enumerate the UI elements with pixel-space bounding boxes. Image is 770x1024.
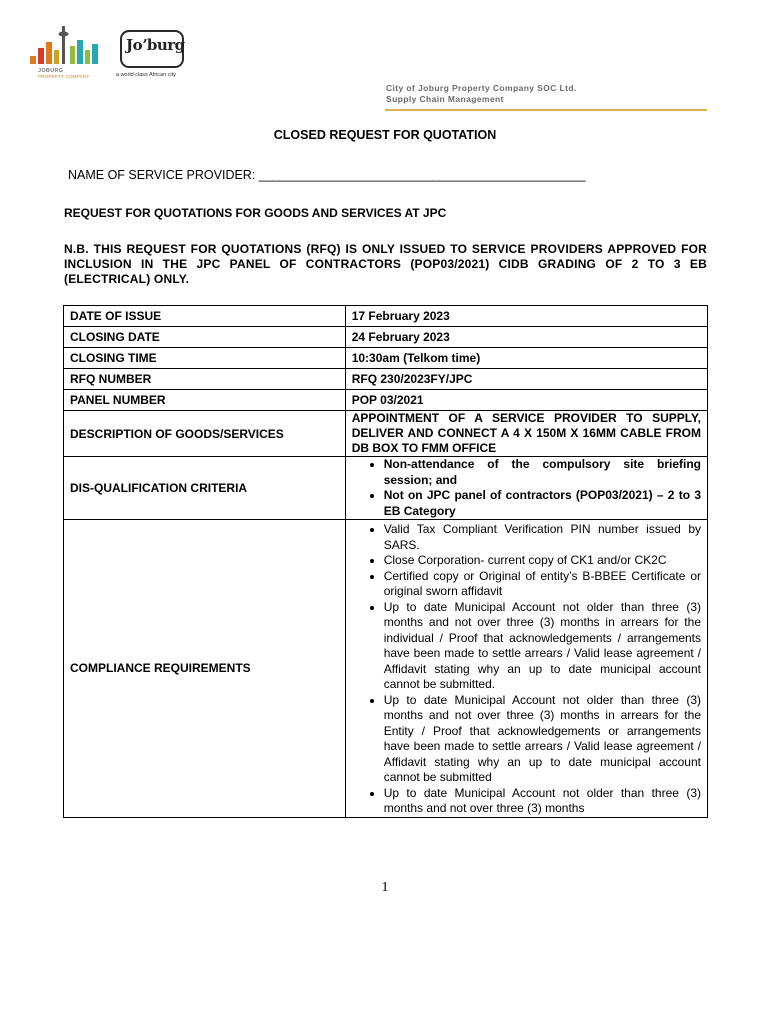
list-item: • Valid Tax Compliant Verification PIN number issued by SARS. — [384, 522, 701, 553]
table-row — [64, 369, 708, 390]
row-value: POP 03/2021 — [345, 390, 707, 411]
row-label: RFQ NUMBER — [64, 369, 346, 390]
list-item: • Up to date Municipal Account not older than three (3) months and not over three (3) months — [384, 786, 701, 817]
compliance-list — [352, 522, 701, 817]
list-item: • Up to date Municipal Account not older than three (3) months and not over three (3) months in arrears for the Entity / Proof that acknowledgements or arrangements have been made to settle arrears / Valid lease agreement / Affidavit stating why an up to date municipal account cannot be submitted — [384, 693, 701, 786]
row-label: DATE OF ISSUE — [64, 306, 346, 327]
service-provider-field: NAME OF SERVICE PROVIDER: _______________________________________________ — [68, 168, 586, 182]
header-divider — [385, 109, 707, 111]
request-heading: REQUEST FOR QUOTATIONS FOR GOODS AND SERVICES AT JPC — [64, 206, 447, 220]
row-value: RFQ 230/2023FY/JPC — [345, 369, 707, 390]
company-name: City of Joburg Property Company SOC Ltd. — [386, 83, 577, 93]
row-label: CLOSING DATE — [64, 327, 346, 348]
list-item: • Not on JPC panel of contractors (POP03/2021) – 2 to 3 EB Category — [384, 488, 701, 519]
jpc-logo-line2: PROPERTY COMPANY — [38, 74, 90, 79]
table-row — [64, 520, 708, 818]
row-value — [345, 520, 707, 818]
joburg-tagline: a world class African city — [116, 72, 176, 78]
row-label: PANEL NUMBER — [64, 390, 346, 411]
list-item: • Close Corporation- current copy of CK1 and/or CK2C — [384, 553, 701, 569]
company-block — [386, 83, 577, 105]
jpc-logo-icon — [28, 24, 100, 68]
row-value: 17 February 2023 — [345, 306, 707, 327]
disqualification-list — [352, 457, 701, 519]
document-title: CLOSED REQUEST FOR QUOTATION — [273, 128, 497, 142]
table-row — [64, 348, 708, 369]
table-row — [64, 327, 708, 348]
table-row — [64, 411, 708, 457]
page-number: 1 — [381, 880, 389, 895]
table-row — [64, 390, 708, 411]
jpc-logo-line1: JOBURG — [38, 68, 64, 74]
description-text: APPOINTMENT OF A SERVICE PROVIDER TO SUPPLY, DELIVER AND CONNECT A 4 X 150M X 16MM CABLE FROM DB BOX TO FMM OFFICE — [351, 411, 701, 455]
list-item: • Non-attendance of the compulsory site briefing session; and — [384, 457, 701, 488]
row-value: 24 February 2023 — [345, 327, 707, 348]
list-item: • Certified copy or Original of entity’s B-BBEE Certificate or original sworn affidavit — [384, 569, 701, 600]
rfq-details-table — [63, 305, 708, 818]
jpc-logo — [28, 24, 100, 80]
row-label: DIS-QUALIFICATION CRITERIA — [64, 457, 346, 520]
row-value — [345, 411, 707, 457]
joburg-logo-word: Joʼburg — [126, 36, 185, 54]
nb-notice: N.B. THIS REQUEST FOR QUOTATIONS (RFQ) IS ONLY ISSUED TO SERVICE PROVIDERS APPROVED FOR INCLUSION IN THE JPC PANEL OF CONTRACTORS (POP03/2021) CIDB GRADING OF 2 TO 3 EB (ELECTRICAL) ONLY. — [64, 242, 707, 286]
department-name: Supply Chain Management — [386, 94, 504, 104]
row-value: 10:30am (Telkom time) — [345, 348, 707, 369]
row-label: DESCRIPTION OF GOODS/SERVICES — [64, 411, 346, 457]
row-label: COMPLIANCE REQUIREMENTS — [64, 520, 346, 818]
list-item: • Up to date Municipal Account not older than three (3) months and not over three (3) months in arrears for the individual / Proof that acknowledgements / arrangements have been made to settle arrears / Valid lease agreement / Affidavit stating why an up to date municipal account cannot be submitted. — [384, 600, 701, 693]
row-value — [345, 457, 707, 520]
table-row — [64, 306, 708, 327]
table-row — [64, 457, 708, 520]
joburg-logo — [116, 26, 200, 84]
row-label: CLOSING TIME — [64, 348, 346, 369]
